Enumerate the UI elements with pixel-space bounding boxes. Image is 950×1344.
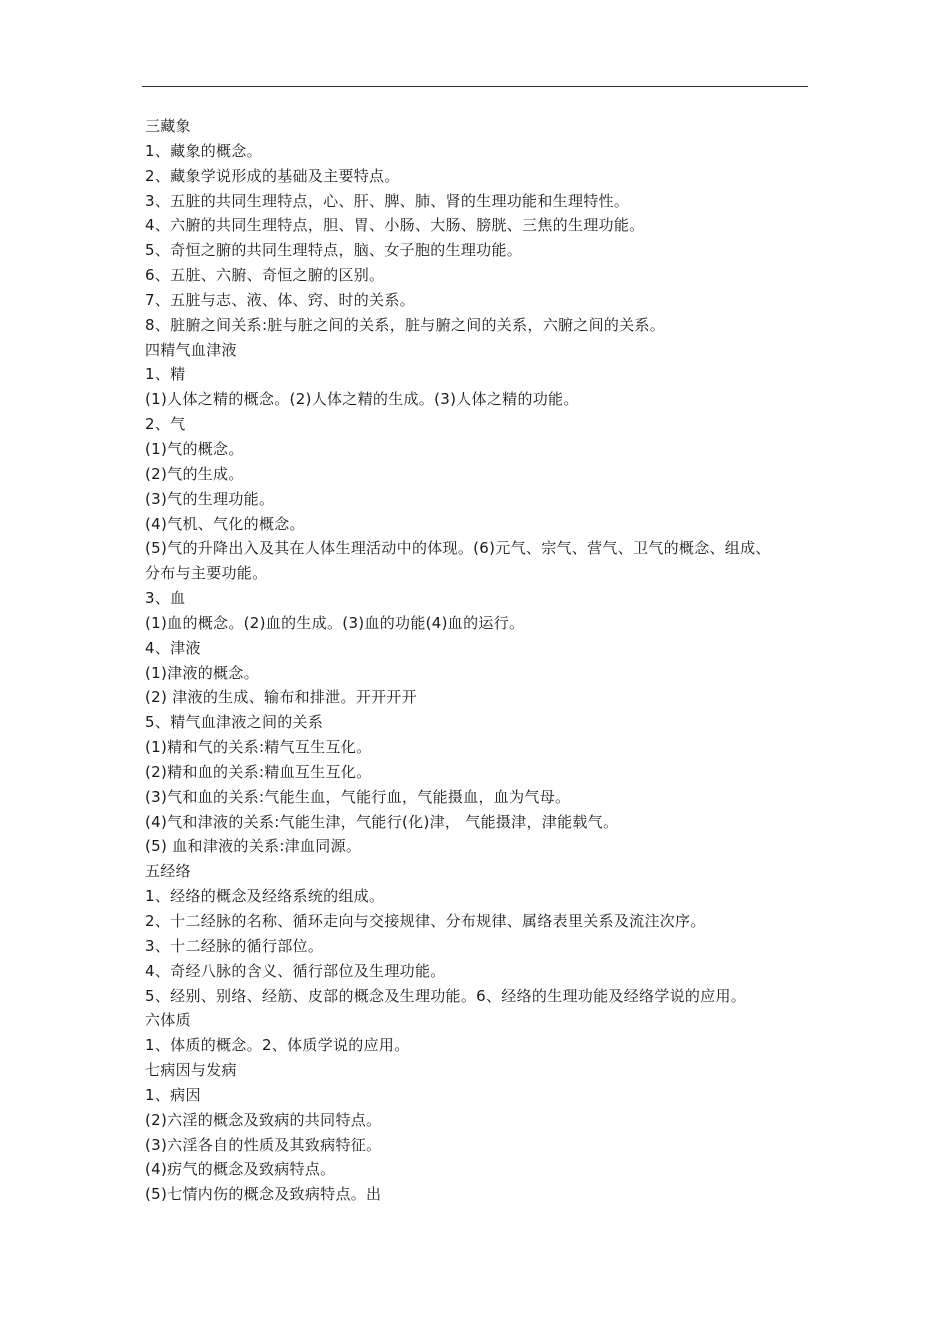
- text-line: 5、精气血津液之间的关系: [145, 713, 324, 732]
- text-line: 2、十二经脉的名称、循环走向与交接规律、分布规律、属络表里关系及流注次序。: [145, 912, 706, 930]
- text-line: 2、气: [145, 415, 186, 434]
- text-line: (3)六淫各自的性质及其致病特征。: [145, 1135, 382, 1154]
- text-line: 1、经络的概念及经络系统的组成。: [145, 887, 385, 906]
- text-line: 1、藏象的概念。: [145, 141, 262, 160]
- text-line: (5)气的升降出入及其在人体生理活动中的体现。(6)元气、宗气、营气、卫气的概念、组成、: [145, 539, 771, 558]
- text-line: 1、体质的概念。2、体质学说的应用。: [145, 1036, 410, 1055]
- text-line: (2)气的生成。: [145, 464, 244, 483]
- text-line: 3、五脏的共同生理特点，心、肝、脾、肺、肾的生理功能和生理特性。: [145, 191, 630, 210]
- text-line: (4)疠气的概念及致病特点。: [145, 1160, 336, 1179]
- text-line: (1)血的概念。(2)血的生成。(3)血的功能(4)血的运行。: [145, 613, 525, 632]
- text-line: 5、经别、别络、经筋、皮部的概念及生理功能。6、经络的生理功能及经络学说的应用。: [145, 986, 747, 1005]
- text-line: (2) 津液的生成、输布和排泄。开开开开: [145, 688, 418, 707]
- text-line: (1)气的概念。: [145, 439, 244, 458]
- text-line: (1)津液的概念。: [145, 663, 259, 682]
- text-line: 六体质: [145, 1011, 191, 1030]
- text-line: (1)人体之精的概念。(2)人体之精的生成。(3)人体之精的功能。: [145, 390, 579, 409]
- text-line: 4、奇经八脉的含义、循行部位及生理功能。: [145, 961, 446, 980]
- text-line: 8、脏腑之间关系:脏与脏之间的关系，脏与腑之间的关系，六腑之间的关系。: [145, 315, 666, 334]
- text-line: (3)气的生理功能。: [145, 489, 275, 508]
- header-rule: [142, 86, 808, 87]
- text-line: (2)精和血的关系:精血互生互化。: [145, 762, 372, 781]
- text-line: 1、精: [145, 365, 186, 384]
- text-line: (4)气机、气化的概念。: [145, 514, 305, 533]
- text-line: 3、十二经脉的循行部位。: [145, 936, 324, 955]
- text-line: 3、血: [145, 589, 186, 608]
- text-line: 1、病因: [145, 1085, 201, 1104]
- text-line: (1)精和气的关系:精气互生互化。: [145, 738, 372, 757]
- text-line: (3)气和血的关系:气能生血，气能行血，气能摄血，血为气母。: [145, 787, 571, 806]
- text-line: 4、津液: [145, 638, 201, 657]
- text-line: (2)六淫的概念及致病的共同特点。: [145, 1110, 382, 1129]
- text-line: 7、五脏与志、液、体、窍、时的关系。: [145, 290, 415, 309]
- text-line: 2、藏象学说形成的基础及主要特点。: [145, 166, 400, 185]
- text-line: 四精气血津液: [145, 340, 237, 359]
- text-line: 4、六腑的共同生理特点，胆、胃、小肠、大肠、膀胱、三焦的生理功能。: [145, 216, 645, 235]
- text-line: 七病因与发病: [145, 1061, 237, 1080]
- document-body: [145, 114, 815, 1207]
- text-line: (4)气和津液的关系:气能生津，气能行(化)津， 气能摄津，津能载气。: [145, 812, 619, 831]
- text-line: 分布与主要功能。: [145, 564, 268, 583]
- text-line: (5)七情内伤的概念及致病特点。出: [145, 1185, 382, 1204]
- text-line: 6、五脏、六腑、奇恒之腑的区别。: [145, 266, 385, 285]
- text-line: 三藏象: [145, 117, 191, 135]
- text-line: (5) 血和津液的关系:津血同源。: [145, 837, 362, 856]
- text-line: 5、奇恒之腑的共同生理特点，脑、女子胞的生理功能。: [145, 241, 523, 260]
- text-line: 五经络: [145, 862, 191, 881]
